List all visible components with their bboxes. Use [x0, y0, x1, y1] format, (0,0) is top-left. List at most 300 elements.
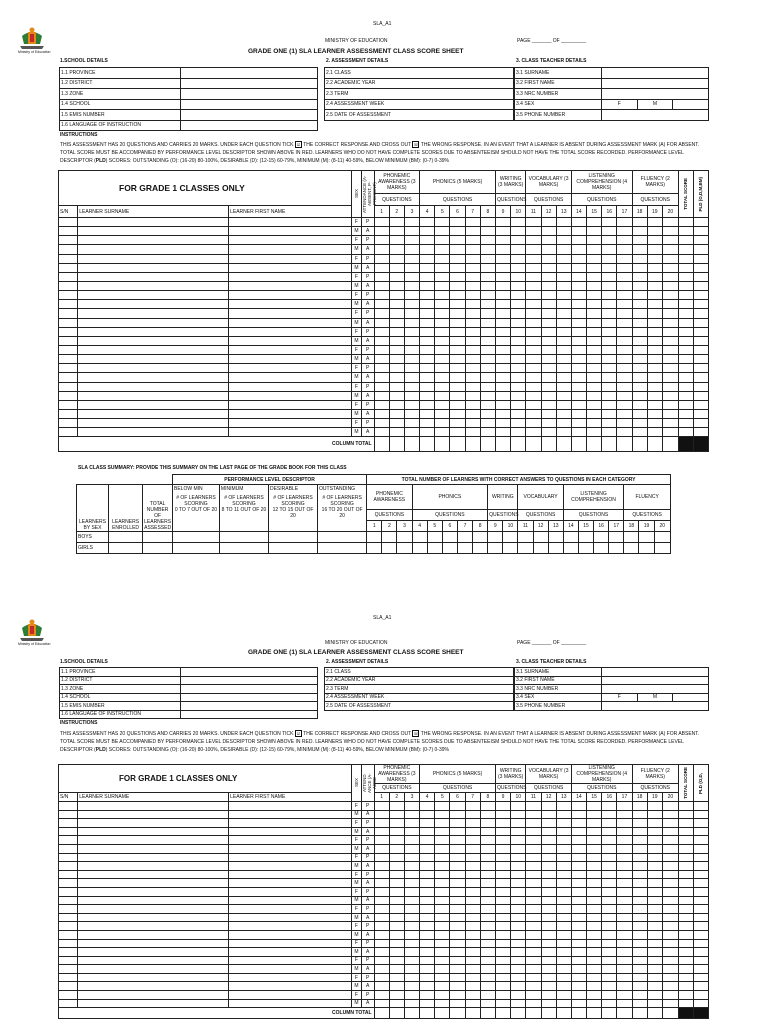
answer-cell[interactable]: [420, 327, 435, 336]
answer-cell[interactable]: [526, 887, 541, 896]
surname-cell[interactable]: [78, 853, 229, 862]
answer-cell[interactable]: [617, 922, 632, 931]
pld-cell[interactable]: [693, 896, 708, 905]
answer-cell[interactable]: [647, 428, 662, 437]
answer-cell[interactable]: [571, 982, 586, 991]
answer-cell[interactable]: [511, 810, 526, 819]
answer-cell[interactable]: [450, 336, 465, 345]
pld-cell[interactable]: [693, 419, 708, 428]
answer-cell[interactable]: [632, 272, 647, 281]
answer-cell[interactable]: [511, 991, 526, 1000]
answer-cell[interactable]: [602, 870, 617, 879]
answer-cell[interactable]: [404, 355, 419, 364]
answer-cell[interactable]: [465, 922, 480, 931]
answer-cell[interactable]: [662, 982, 678, 991]
answer-cell[interactable]: [632, 922, 647, 931]
answer-cell[interactable]: [587, 827, 602, 836]
answer-cell[interactable]: [617, 836, 632, 845]
firstname-cell[interactable]: [229, 382, 352, 391]
answer-cell[interactable]: [632, 896, 647, 905]
answer-cell[interactable]: [450, 913, 465, 922]
answer-cell[interactable]: [617, 853, 632, 862]
sex-cell[interactable]: F: [352, 870, 362, 879]
answer-cell[interactable]: [647, 419, 662, 428]
answer-cell[interactable]: [556, 300, 571, 309]
answer-cell[interactable]: [389, 844, 404, 853]
answer-cell[interactable]: [450, 982, 465, 991]
answer-cell[interactable]: [617, 364, 632, 373]
surname-cell[interactable]: [78, 948, 229, 957]
answer-cell[interactable]: [404, 272, 419, 281]
answer-cell[interactable]: [587, 862, 602, 871]
answer-cell[interactable]: [602, 336, 617, 345]
answer-cell[interactable]: [420, 810, 435, 819]
answer-cell[interactable]: [389, 291, 404, 300]
answer-cell[interactable]: [404, 364, 419, 373]
answer-cell[interactable]: [465, 382, 480, 391]
sex-cell[interactable]: M: [352, 896, 362, 905]
surname-cell[interactable]: [78, 336, 229, 345]
summary-value-cell[interactable]: [654, 532, 670, 543]
answer-cell[interactable]: [450, 905, 465, 914]
total-score-cell[interactable]: [678, 355, 693, 364]
answer-cell[interactable]: [587, 982, 602, 991]
answer-cell[interactable]: [571, 409, 586, 418]
answer-cell[interactable]: [465, 879, 480, 888]
answer-cell[interactable]: [541, 905, 556, 914]
answer-cell[interactable]: [495, 300, 510, 309]
answer-cell[interactable]: [404, 245, 419, 254]
answer-cell[interactable]: [374, 802, 389, 811]
answer-cell[interactable]: [435, 355, 450, 364]
answer-cell[interactable]: [647, 263, 662, 272]
answer-cell[interactable]: [571, 862, 586, 871]
answer-cell[interactable]: [480, 956, 495, 965]
answer-cell[interactable]: [571, 373, 586, 382]
answer-cell[interactable]: [389, 930, 404, 939]
answer-cell[interactable]: [571, 428, 586, 437]
sn-cell[interactable]: [59, 930, 78, 939]
answer-cell[interactable]: [587, 853, 602, 862]
attendance-cell[interactable]: A: [361, 827, 374, 836]
answer-cell[interactable]: [511, 982, 526, 991]
answer-cell[interactable]: [526, 281, 541, 290]
attendance-cell[interactable]: A: [361, 300, 374, 309]
answer-cell[interactable]: [602, 245, 617, 254]
answer-cell[interactable]: [602, 922, 617, 931]
total-score-cell[interactable]: [678, 391, 693, 400]
answer-cell[interactable]: [647, 965, 662, 974]
column-total-cell[interactable]: [587, 1008, 602, 1019]
answer-cell[interactable]: [420, 336, 435, 345]
surname-cell[interactable]: [78, 836, 229, 845]
answer-cell[interactable]: [374, 973, 389, 982]
answer-cell[interactable]: [617, 896, 632, 905]
total-score-cell[interactable]: [678, 853, 693, 862]
answer-cell[interactable]: [511, 844, 526, 853]
answer-cell[interactable]: [374, 227, 389, 236]
answer-cell[interactable]: [435, 973, 450, 982]
answer-cell[interactable]: [389, 991, 404, 1000]
answer-cell[interactable]: [662, 364, 678, 373]
answer-cell[interactable]: [571, 870, 586, 879]
surname-cell[interactable]: [78, 391, 229, 400]
answer-cell[interactable]: [587, 419, 602, 428]
answer-cell[interactable]: [602, 281, 617, 290]
detail-value-field[interactable]: [181, 99, 318, 110]
summary-value-cell[interactable]: [173, 543, 220, 554]
sex-cell[interactable]: M: [352, 391, 362, 400]
answer-cell[interactable]: [617, 827, 632, 836]
attendance-cell[interactable]: A: [361, 810, 374, 819]
answer-cell[interactable]: [511, 272, 526, 281]
answer-cell[interactable]: [480, 281, 495, 290]
answer-cell[interactable]: [617, 956, 632, 965]
sex-cell[interactable]: M: [352, 810, 362, 819]
answer-cell[interactable]: [526, 956, 541, 965]
answer-cell[interactable]: [511, 802, 526, 811]
answer-cell[interactable]: [587, 355, 602, 364]
firstname-cell[interactable]: [229, 309, 352, 318]
answer-cell[interactable]: [450, 345, 465, 354]
answer-cell[interactable]: [465, 965, 480, 974]
answer-cell[interactable]: [450, 939, 465, 948]
answer-cell[interactable]: [435, 227, 450, 236]
answer-cell[interactable]: [389, 939, 404, 948]
answer-cell[interactable]: [435, 318, 450, 327]
answer-cell[interactable]: [404, 844, 419, 853]
answer-cell[interactable]: [389, 973, 404, 982]
answer-cell[interactable]: [587, 281, 602, 290]
column-total-cell[interactable]: [617, 1008, 632, 1019]
answer-cell[interactable]: [404, 318, 419, 327]
answer-cell[interactable]: [526, 948, 541, 957]
answer-cell[interactable]: [404, 922, 419, 931]
answer-cell[interactable]: [420, 991, 435, 1000]
total-score-cell[interactable]: [678, 382, 693, 391]
sex-cell[interactable]: F: [352, 327, 362, 336]
answer-cell[interactable]: [465, 887, 480, 896]
answer-cell[interactable]: [541, 419, 556, 428]
total-score-cell[interactable]: [678, 913, 693, 922]
sn-cell[interactable]: [59, 827, 78, 836]
answer-cell[interactable]: [374, 982, 389, 991]
answer-cell[interactable]: [526, 802, 541, 811]
answer-cell[interactable]: [404, 973, 419, 982]
answer-cell[interactable]: [662, 965, 678, 974]
answer-cell[interactable]: [374, 245, 389, 254]
answer-cell[interactable]: [435, 373, 450, 382]
column-total-cell[interactable]: [450, 437, 465, 452]
answer-cell[interactable]: [587, 887, 602, 896]
answer-cell[interactable]: [632, 939, 647, 948]
column-total-cell[interactable]: [374, 1008, 389, 1019]
pld-cell[interactable]: [693, 905, 708, 914]
answer-cell[interactable]: [450, 263, 465, 272]
answer-cell[interactable]: [450, 827, 465, 836]
answer-cell[interactable]: [526, 236, 541, 245]
sex-cell[interactable]: F: [352, 905, 362, 914]
answer-cell[interactable]: [465, 982, 480, 991]
detail-value-field[interactable]: [602, 685, 709, 694]
answer-cell[interactable]: [556, 364, 571, 373]
answer-cell[interactable]: [541, 982, 556, 991]
answer-cell[interactable]: [526, 862, 541, 871]
column-total-cell[interactable]: [404, 1008, 419, 1019]
attendance-cell[interactable]: P: [361, 870, 374, 879]
answer-cell[interactable]: [374, 956, 389, 965]
answer-cell[interactable]: [404, 428, 419, 437]
answer-cell[interactable]: [602, 391, 617, 400]
answer-cell[interactable]: [511, 218, 526, 227]
answer-cell[interactable]: [389, 281, 404, 290]
answer-cell[interactable]: [602, 905, 617, 914]
answer-cell[interactable]: [511, 428, 526, 437]
answer-cell[interactable]: [435, 300, 450, 309]
answer-cell[interactable]: [511, 999, 526, 1008]
surname-cell[interactable]: [78, 870, 229, 879]
answer-cell[interactable]: [511, 409, 526, 418]
summary-value-cell[interactable]: [412, 532, 427, 543]
answer-cell[interactable]: [511, 245, 526, 254]
answer-cell[interactable]: [389, 853, 404, 862]
answer-cell[interactable]: [374, 373, 389, 382]
answer-cell[interactable]: [374, 345, 389, 354]
answer-cell[interactable]: [435, 819, 450, 828]
sex-cell[interactable]: M: [352, 227, 362, 236]
answer-cell[interactable]: [511, 879, 526, 888]
answer-cell[interactable]: [389, 373, 404, 382]
pld-cell[interactable]: [693, 428, 708, 437]
answer-cell[interactable]: [662, 973, 678, 982]
firstname-cell[interactable]: [229, 930, 352, 939]
answer-cell[interactable]: [450, 272, 465, 281]
answer-cell[interactable]: [389, 336, 404, 345]
summary-value-cell[interactable]: [219, 543, 268, 554]
answer-cell[interactable]: [587, 870, 602, 879]
answer-cell[interactable]: [404, 400, 419, 409]
answer-cell[interactable]: [511, 236, 526, 245]
answer-cell[interactable]: [480, 819, 495, 828]
attendance-cell[interactable]: P: [361, 345, 374, 354]
total-score-cell[interactable]: [678, 922, 693, 931]
answer-cell[interactable]: [374, 939, 389, 948]
surname-cell[interactable]: [78, 272, 229, 281]
answer-cell[interactable]: [435, 309, 450, 318]
answer-cell[interactable]: [404, 291, 419, 300]
attendance-cell[interactable]: A: [361, 409, 374, 418]
column-total-cell[interactable]: [389, 1008, 404, 1019]
answer-cell[interactable]: [420, 922, 435, 931]
answer-cell[interactable]: [465, 905, 480, 914]
pld-cell[interactable]: [693, 922, 708, 931]
answer-cell[interactable]: [541, 862, 556, 871]
answer-cell[interactable]: [404, 913, 419, 922]
column-total-cell[interactable]: [587, 437, 602, 452]
sex-option-female[interactable]: F: [602, 99, 638, 110]
answer-cell[interactable]: [511, 391, 526, 400]
answer-cell[interactable]: [647, 948, 662, 957]
answer-cell[interactable]: [556, 254, 571, 263]
answer-cell[interactable]: [602, 419, 617, 428]
answer-cell[interactable]: [556, 355, 571, 364]
answer-cell[interactable]: [495, 939, 510, 948]
answer-cell[interactable]: [617, 309, 632, 318]
answer-cell[interactable]: [602, 382, 617, 391]
answer-cell[interactable]: [526, 400, 541, 409]
answer-cell[interactable]: [374, 281, 389, 290]
surname-cell[interactable]: [78, 300, 229, 309]
answer-cell[interactable]: [571, 930, 586, 939]
sex-cell[interactable]: M: [352, 336, 362, 345]
answer-cell[interactable]: [450, 896, 465, 905]
pld-cell[interactable]: [693, 400, 708, 409]
answer-cell[interactable]: [465, 254, 480, 263]
answer-cell[interactable]: [420, 930, 435, 939]
surname-cell[interactable]: [78, 345, 229, 354]
answer-cell[interactable]: [495, 227, 510, 236]
attendance-cell[interactable]: P: [361, 991, 374, 1000]
answer-cell[interactable]: [465, 853, 480, 862]
surname-cell[interactable]: [78, 991, 229, 1000]
pld-cell[interactable]: [693, 309, 708, 318]
sex-cell[interactable]: F: [352, 382, 362, 391]
detail-value-field[interactable]: [602, 89, 709, 100]
answer-cell[interactable]: [632, 905, 647, 914]
sn-cell[interactable]: [59, 236, 78, 245]
answer-cell[interactable]: [526, 364, 541, 373]
answer-cell[interactable]: [420, 887, 435, 896]
column-total-cell[interactable]: [647, 437, 662, 452]
answer-cell[interactable]: [662, 245, 678, 254]
answer-cell[interactable]: [435, 327, 450, 336]
answer-cell[interactable]: [404, 391, 419, 400]
answer-cell[interactable]: [647, 879, 662, 888]
answer-cell[interactable]: [480, 245, 495, 254]
answer-cell[interactable]: [526, 999, 541, 1008]
total-score-cell[interactable]: [678, 364, 693, 373]
answer-cell[interactable]: [435, 991, 450, 1000]
answer-cell[interactable]: [587, 327, 602, 336]
answer-cell[interactable]: [541, 263, 556, 272]
answer-cell[interactable]: [480, 263, 495, 272]
answer-cell[interactable]: [587, 336, 602, 345]
answer-cell[interactable]: [420, 879, 435, 888]
answer-cell[interactable]: [465, 345, 480, 354]
answer-cell[interactable]: [526, 409, 541, 418]
answer-cell[interactable]: [404, 948, 419, 957]
answer-cell[interactable]: [632, 263, 647, 272]
answer-cell[interactable]: [389, 948, 404, 957]
answer-cell[interactable]: [389, 802, 404, 811]
answer-cell[interactable]: [662, 819, 678, 828]
summary-value-cell[interactable]: [548, 543, 563, 554]
answer-cell[interactable]: [662, 281, 678, 290]
surname-cell[interactable]: [78, 913, 229, 922]
answer-cell[interactable]: [389, 236, 404, 245]
answer-cell[interactable]: [495, 956, 510, 965]
answer-cell[interactable]: [435, 419, 450, 428]
answer-cell[interactable]: [435, 810, 450, 819]
answer-cell[interactable]: [374, 318, 389, 327]
sn-cell[interactable]: [59, 327, 78, 336]
summary-value-cell[interactable]: [488, 532, 503, 543]
answer-cell[interactable]: [389, 263, 404, 272]
firstname-cell[interactable]: [229, 905, 352, 914]
answer-cell[interactable]: [632, 327, 647, 336]
sex-cell[interactable]: F: [352, 887, 362, 896]
answer-cell[interactable]: [450, 870, 465, 879]
answer-cell[interactable]: [404, 887, 419, 896]
answer-cell[interactable]: [450, 254, 465, 263]
answer-cell[interactable]: [541, 300, 556, 309]
sex-cell[interactable]: F: [352, 836, 362, 845]
summary-value-cell[interactable]: [563, 532, 578, 543]
answer-cell[interactable]: [435, 382, 450, 391]
attendance-cell[interactable]: P: [361, 327, 374, 336]
column-total-cell[interactable]: [602, 1008, 617, 1019]
answer-cell[interactable]: [571, 887, 586, 896]
answer-cell[interactable]: [617, 263, 632, 272]
answer-cell[interactable]: [662, 355, 678, 364]
total-score-cell[interactable]: [678, 419, 693, 428]
answer-cell[interactable]: [602, 879, 617, 888]
answer-cell[interactable]: [420, 956, 435, 965]
summary-value-cell[interactable]: [488, 543, 503, 554]
answer-cell[interactable]: [617, 948, 632, 957]
answer-cell[interactable]: [556, 419, 571, 428]
answer-cell[interactable]: [374, 870, 389, 879]
answer-cell[interactable]: [404, 263, 419, 272]
answer-cell[interactable]: [511, 309, 526, 318]
answer-cell[interactable]: [632, 218, 647, 227]
answer-cell[interactable]: [450, 300, 465, 309]
answer-cell[interactable]: [602, 309, 617, 318]
sn-cell[interactable]: [59, 844, 78, 853]
answer-cell[interactable]: [404, 409, 419, 418]
surname-cell[interactable]: [78, 419, 229, 428]
answer-cell[interactable]: [480, 973, 495, 982]
answer-cell[interactable]: [389, 905, 404, 914]
answer-cell[interactable]: [389, 272, 404, 281]
sex-cell[interactable]: M: [352, 355, 362, 364]
answer-cell[interactable]: [662, 827, 678, 836]
answer-cell[interactable]: [465, 428, 480, 437]
sn-cell[interactable]: [59, 281, 78, 290]
answer-cell[interactable]: [465, 300, 480, 309]
detail-value-field[interactable]: [602, 110, 709, 121]
answer-cell[interactable]: [541, 802, 556, 811]
answer-cell[interactable]: [556, 409, 571, 418]
answer-cell[interactable]: [617, 819, 632, 828]
answer-cell[interactable]: [389, 428, 404, 437]
sn-cell[interactable]: [59, 948, 78, 957]
answer-cell[interactable]: [556, 810, 571, 819]
attendance-cell[interactable]: P: [361, 956, 374, 965]
answer-cell[interactable]: [662, 853, 678, 862]
answer-cell[interactable]: [541, 956, 556, 965]
answer-cell[interactable]: [404, 345, 419, 354]
answer-cell[interactable]: [556, 930, 571, 939]
answer-cell[interactable]: [647, 870, 662, 879]
answer-cell[interactable]: [587, 973, 602, 982]
answer-cell[interactable]: [480, 844, 495, 853]
summary-value-cell[interactable]: [442, 532, 457, 543]
total-score-cell[interactable]: [678, 982, 693, 991]
answer-cell[interactable]: [556, 999, 571, 1008]
detail-value-field[interactable]: [181, 668, 318, 677]
answer-cell[interactable]: [526, 982, 541, 991]
